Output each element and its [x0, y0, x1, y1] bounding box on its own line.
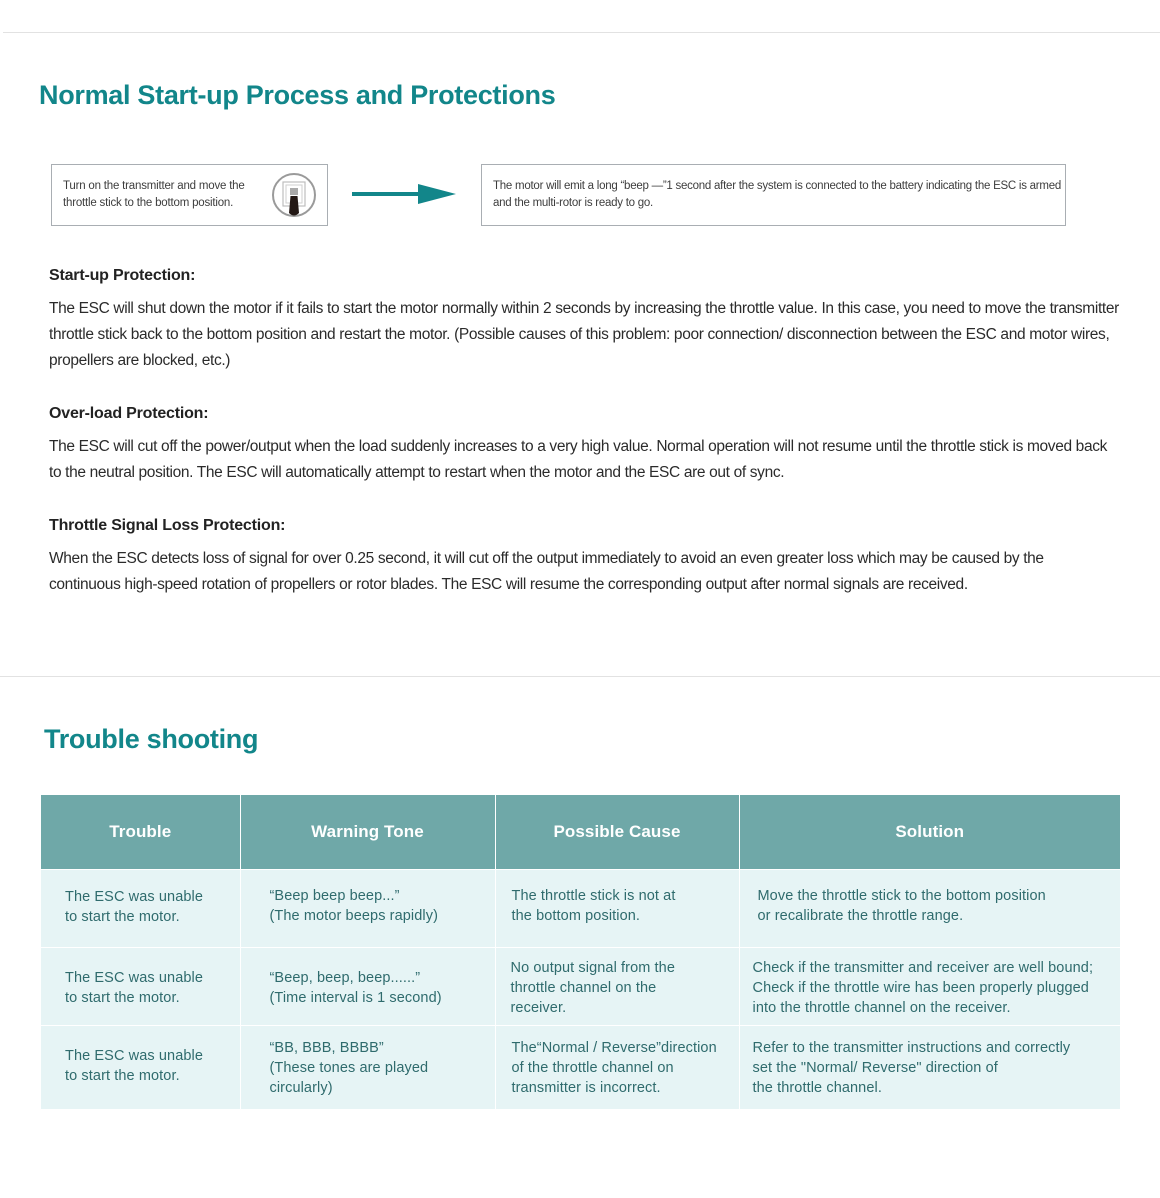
header-solution: Solution: [739, 795, 1120, 870]
step-box-motor-beep: [481, 164, 1066, 226]
header-trouble: Trouble: [41, 795, 240, 870]
cell-warning-tone: [240, 870, 495, 948]
cell-possible-cause: [495, 870, 739, 948]
cell-line: (The motor beeps rapidly): [269, 908, 439, 924]
arrow-right-icon: [352, 183, 456, 205]
step-box-transmitter: [51, 164, 328, 226]
cell-line: into the throttle channel on the receiver.: [752, 1000, 1011, 1016]
cell-line: The ESC was unable: [65, 1048, 204, 1064]
cell-line: The ESC was unable: [65, 889, 204, 905]
startup-protection-heading: Start-up Protection:: [49, 267, 196, 284]
throttle-stick-icon: [271, 172, 317, 218]
cell-line: “Beep beep beep...”: [269, 888, 400, 904]
cell-line: (These tones are played: [269, 1060, 429, 1076]
cell-trouble: [41, 870, 240, 948]
cell-line: the bottom position.: [511, 908, 641, 924]
cell-line: transmitter is incorrect.: [511, 1080, 661, 1096]
startup-section-title: Normal Start-up Process and Protections: [39, 80, 556, 110]
cell-line: The throttle stick is not at: [511, 888, 676, 904]
cell-warning-tone: [240, 1026, 495, 1110]
cell-warning-tone: [240, 948, 495, 1026]
cell-solution: [739, 948, 1120, 1026]
cell-line: No output signal from the: [510, 960, 676, 976]
startup-protection-text: The ESC will shut down the motor if it fails to start the motor normally within 2 seconds by increasing the throttle value. In this case, you need to move the transmitter throttle stick back to the bottom position and restart the motor. (Possible causes of this problem: poor connection/ disconnection between the ESC and motor wires, propellers are blocked, etc.): [49, 300, 1119, 369]
cell-line: “Beep, beep, beep......”: [269, 970, 421, 986]
overload-protection-block: [49, 405, 1119, 486]
cell-line: “BB, BBB, BBBB”: [269, 1040, 384, 1056]
step1-text: Turn on the transmitter and move the throttle stick to the bottom position.: [63, 180, 245, 209]
cell-line: or recalibrate the throttle range.: [757, 908, 964, 924]
step2-text: The motor will emit a long “beep —”1 second after the system is connected to the battery indicating the ESC is armed and the multi-rotor is ready to go.: [493, 180, 1062, 209]
table-row: [41, 870, 1120, 948]
signal-loss-protection-block: [49, 517, 1119, 598]
cell-line: (Time interval is 1 second): [269, 990, 442, 1006]
cell-trouble: [41, 948, 240, 1026]
cell-solution: [739, 1026, 1120, 1110]
cell-line: circularly): [269, 1080, 333, 1096]
cell-line: The ESC was unable: [65, 970, 204, 986]
cell-line: Move the throttle stick to the bottom position: [757, 888, 1046, 904]
table-header-row: [41, 795, 1120, 870]
cell-line: of the throttle channel on: [511, 1060, 674, 1076]
cell-line: set the "Normal/ Reverse" direction of: [752, 1060, 998, 1076]
cell-line: The“Normal / Reverse”direction: [511, 1040, 717, 1056]
table-row: [41, 1026, 1120, 1110]
overload-protection-text: The ESC will cut off the power/output when the load suddenly increases to a very high value. Normal operation will not resume until the throttle stick is moved back to the neutral position. The ESC will automatically attempt to restart when the motor and the ESC are out of sync.: [49, 438, 1108, 481]
cell-trouble: [41, 1026, 240, 1110]
cell-line: to start the motor.: [65, 990, 180, 1006]
cell-possible-cause: [495, 1026, 739, 1110]
header-possible-cause: Possible Cause: [495, 795, 739, 870]
troubleshooting-table: [41, 795, 1120, 1110]
cell-possible-cause: [495, 948, 739, 1026]
top-divider: [3, 32, 1160, 33]
cell-line: to start the motor.: [65, 1068, 180, 1084]
cell-line: Refer to the transmitter instructions and correctly: [752, 1040, 1071, 1056]
cell-line: the throttle channel.: [752, 1080, 882, 1096]
cell-line: throttle channel on the: [510, 980, 657, 996]
startup-protection-block: [49, 267, 1119, 374]
section-divider: [0, 676, 1160, 677]
troubleshooting-title: Trouble shooting: [44, 724, 259, 754]
cell-solution: [739, 870, 1120, 948]
cell-line: Check if the transmitter and receiver are well bound;: [752, 960, 1094, 976]
table-row: [41, 948, 1120, 1026]
header-warning-tone: Warning Tone: [240, 795, 495, 870]
cell-line: to start the motor.: [65, 909, 180, 925]
overload-protection-heading: Over-load Protection:: [49, 405, 209, 422]
cell-line: Check if the throttle wire has been properly plugged: [752, 980, 1089, 996]
signal-loss-protection-heading: Throttle Signal Loss Protection:: [49, 517, 286, 534]
cell-line: receiver.: [510, 1000, 567, 1016]
signal-loss-protection-text: When the ESC detects loss of signal for over 0.25 second, it will cut off the output immediately to avoid an even greater loss which may be caused by the continuous high-speed rotation of propellers or rotor blades. The ESC will resume the corresponding output after normal signals are received.: [49, 550, 1044, 593]
